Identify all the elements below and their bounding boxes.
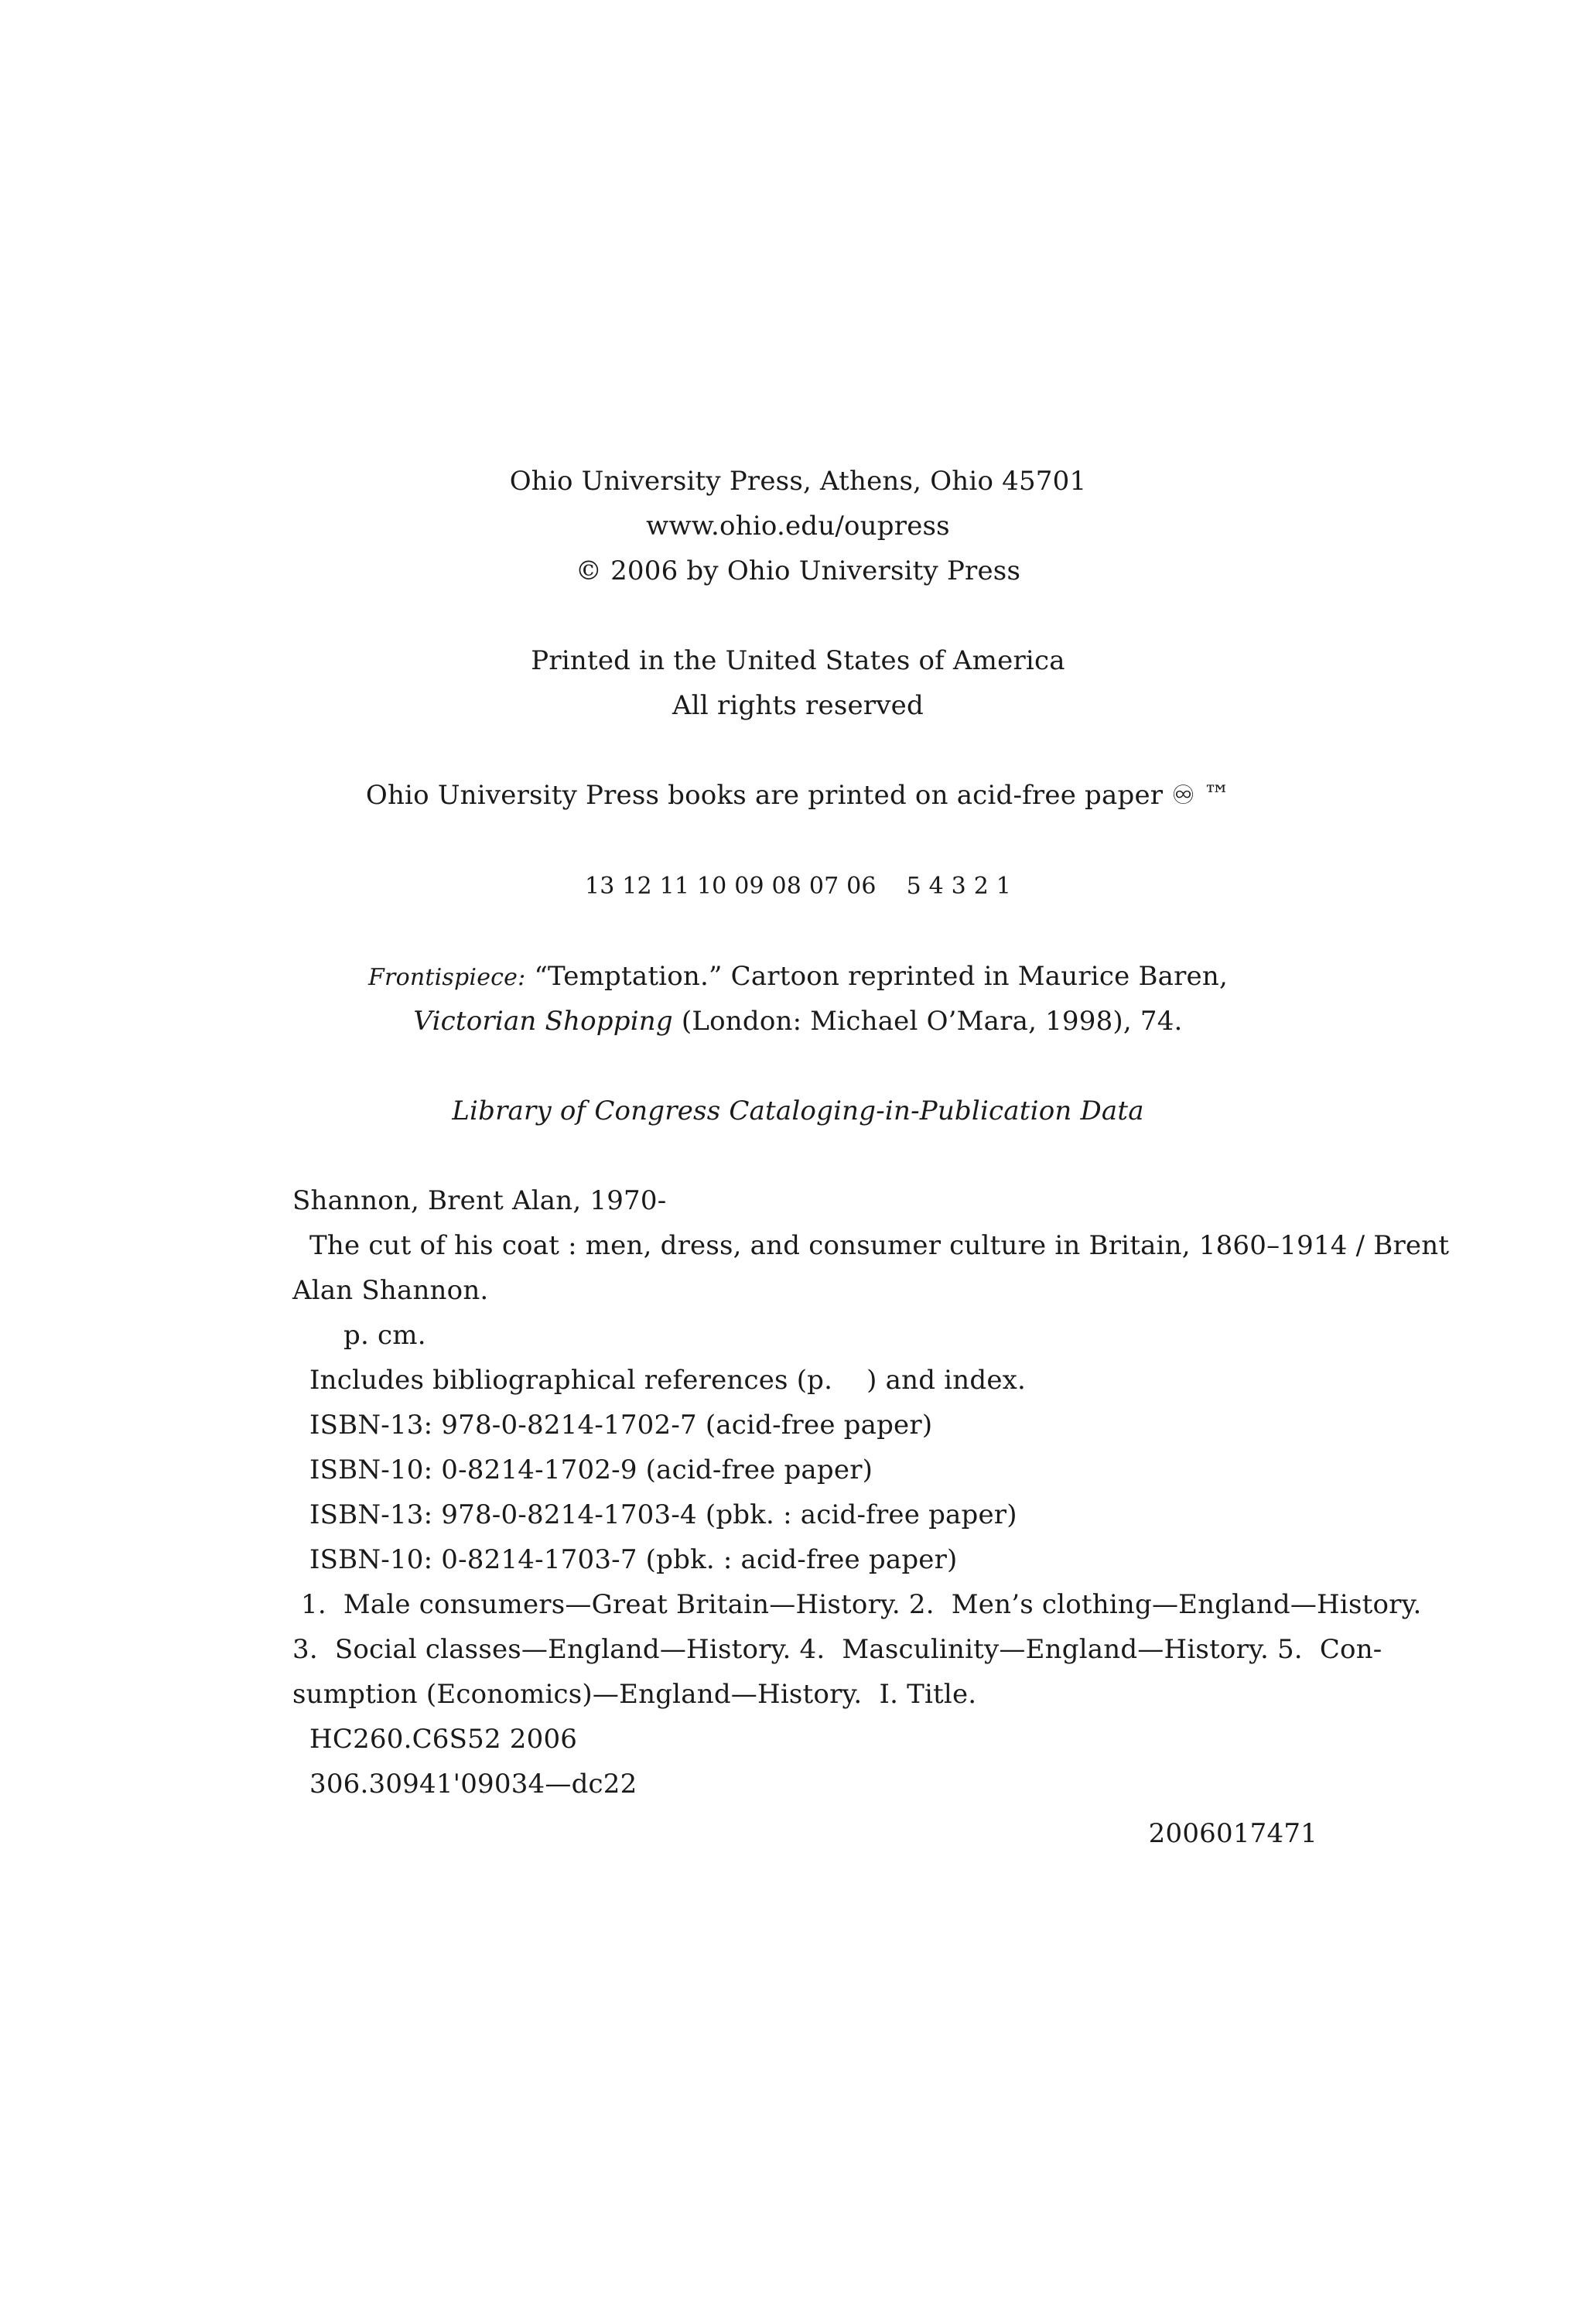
frontispiece-caption: “Temptation.” Cartoon reprinted in Maurice Baren, <box>534 961 1228 992</box>
cip-heading: Library of Congress Cataloging-in-Publication Data <box>452 1096 1144 1126</box>
publisher-address: Ohio University Press, Athens, Ohio 45701 <box>509 466 1087 497</box>
publisher-website: www.ohio.edu/oupress <box>646 511 950 542</box>
cip-line: Alan Shannon. <box>292 1275 489 1306</box>
acid-free-paper-note: Ohio University Press books are printed on acid-free paper ♾ ™ <box>365 780 1231 811</box>
cip-line: The cut of his coat : men, dress, and consumer culture in Britain, 1860–1914 / Brent <box>292 1230 1450 1261</box>
cip-line: p. cm. <box>292 1320 426 1351</box>
frontispiece-citation: (London: Michael O’Mara, 1998), 74. <box>681 1006 1183 1037</box>
lccn-number: 2006017471 <box>1148 1818 1317 1849</box>
copyright-notice: © 2006 by Ohio University Press <box>575 555 1021 586</box>
cip-line: 1. Male consumers—Great Britain—History. 2. Men’s clothing—England—History. <box>292 1589 1422 1620</box>
cip-line: Shannon, Brent Alan, 1970- <box>292 1185 667 1216</box>
cip-line: ISBN-10: 0-8214-1702-9 (acid-free paper) <box>292 1454 873 1485</box>
cip-line: ISBN-13: 978-0-8214-1702-7 (acid-free paper) <box>292 1410 933 1441</box>
cip-line: 306.30941'09034—dc22 <box>292 1769 637 1800</box>
cip-line: ISBN-10: 0-8214-1703-7 (pbk. : acid-free paper) <box>292 1544 958 1575</box>
frontispiece-line-2 <box>0 1004 1596 1038</box>
cip-line: Includes bibliographical references (p. ) and index. <box>292 1365 1027 1396</box>
printing-line: 13 12 11 10 09 08 07 06 5 4 3 2 1 <box>584 873 1012 900</box>
printed-in-note: Printed in the United States of America <box>531 645 1065 676</box>
cip-line: HC260.C6S52 2006 <box>292 1724 578 1755</box>
rights-note: All rights reserved <box>672 690 924 721</box>
cip-line: 3. Social classes—England—History. 4. Masculinity—England—History. 5. Con- <box>292 1634 1382 1665</box>
frontispiece-label: Frontispiece: <box>368 964 526 991</box>
cip-line: ISBN-13: 978-0-8214-1703-4 (pbk. : acid-free paper) <box>292 1499 1017 1530</box>
frontispiece-line-1 <box>0 959 1596 995</box>
frontispiece-book-title: Victorian Shopping <box>413 1006 673 1037</box>
cip-line: sumption (Economics)—England—History. I. Title. <box>292 1679 977 1710</box>
